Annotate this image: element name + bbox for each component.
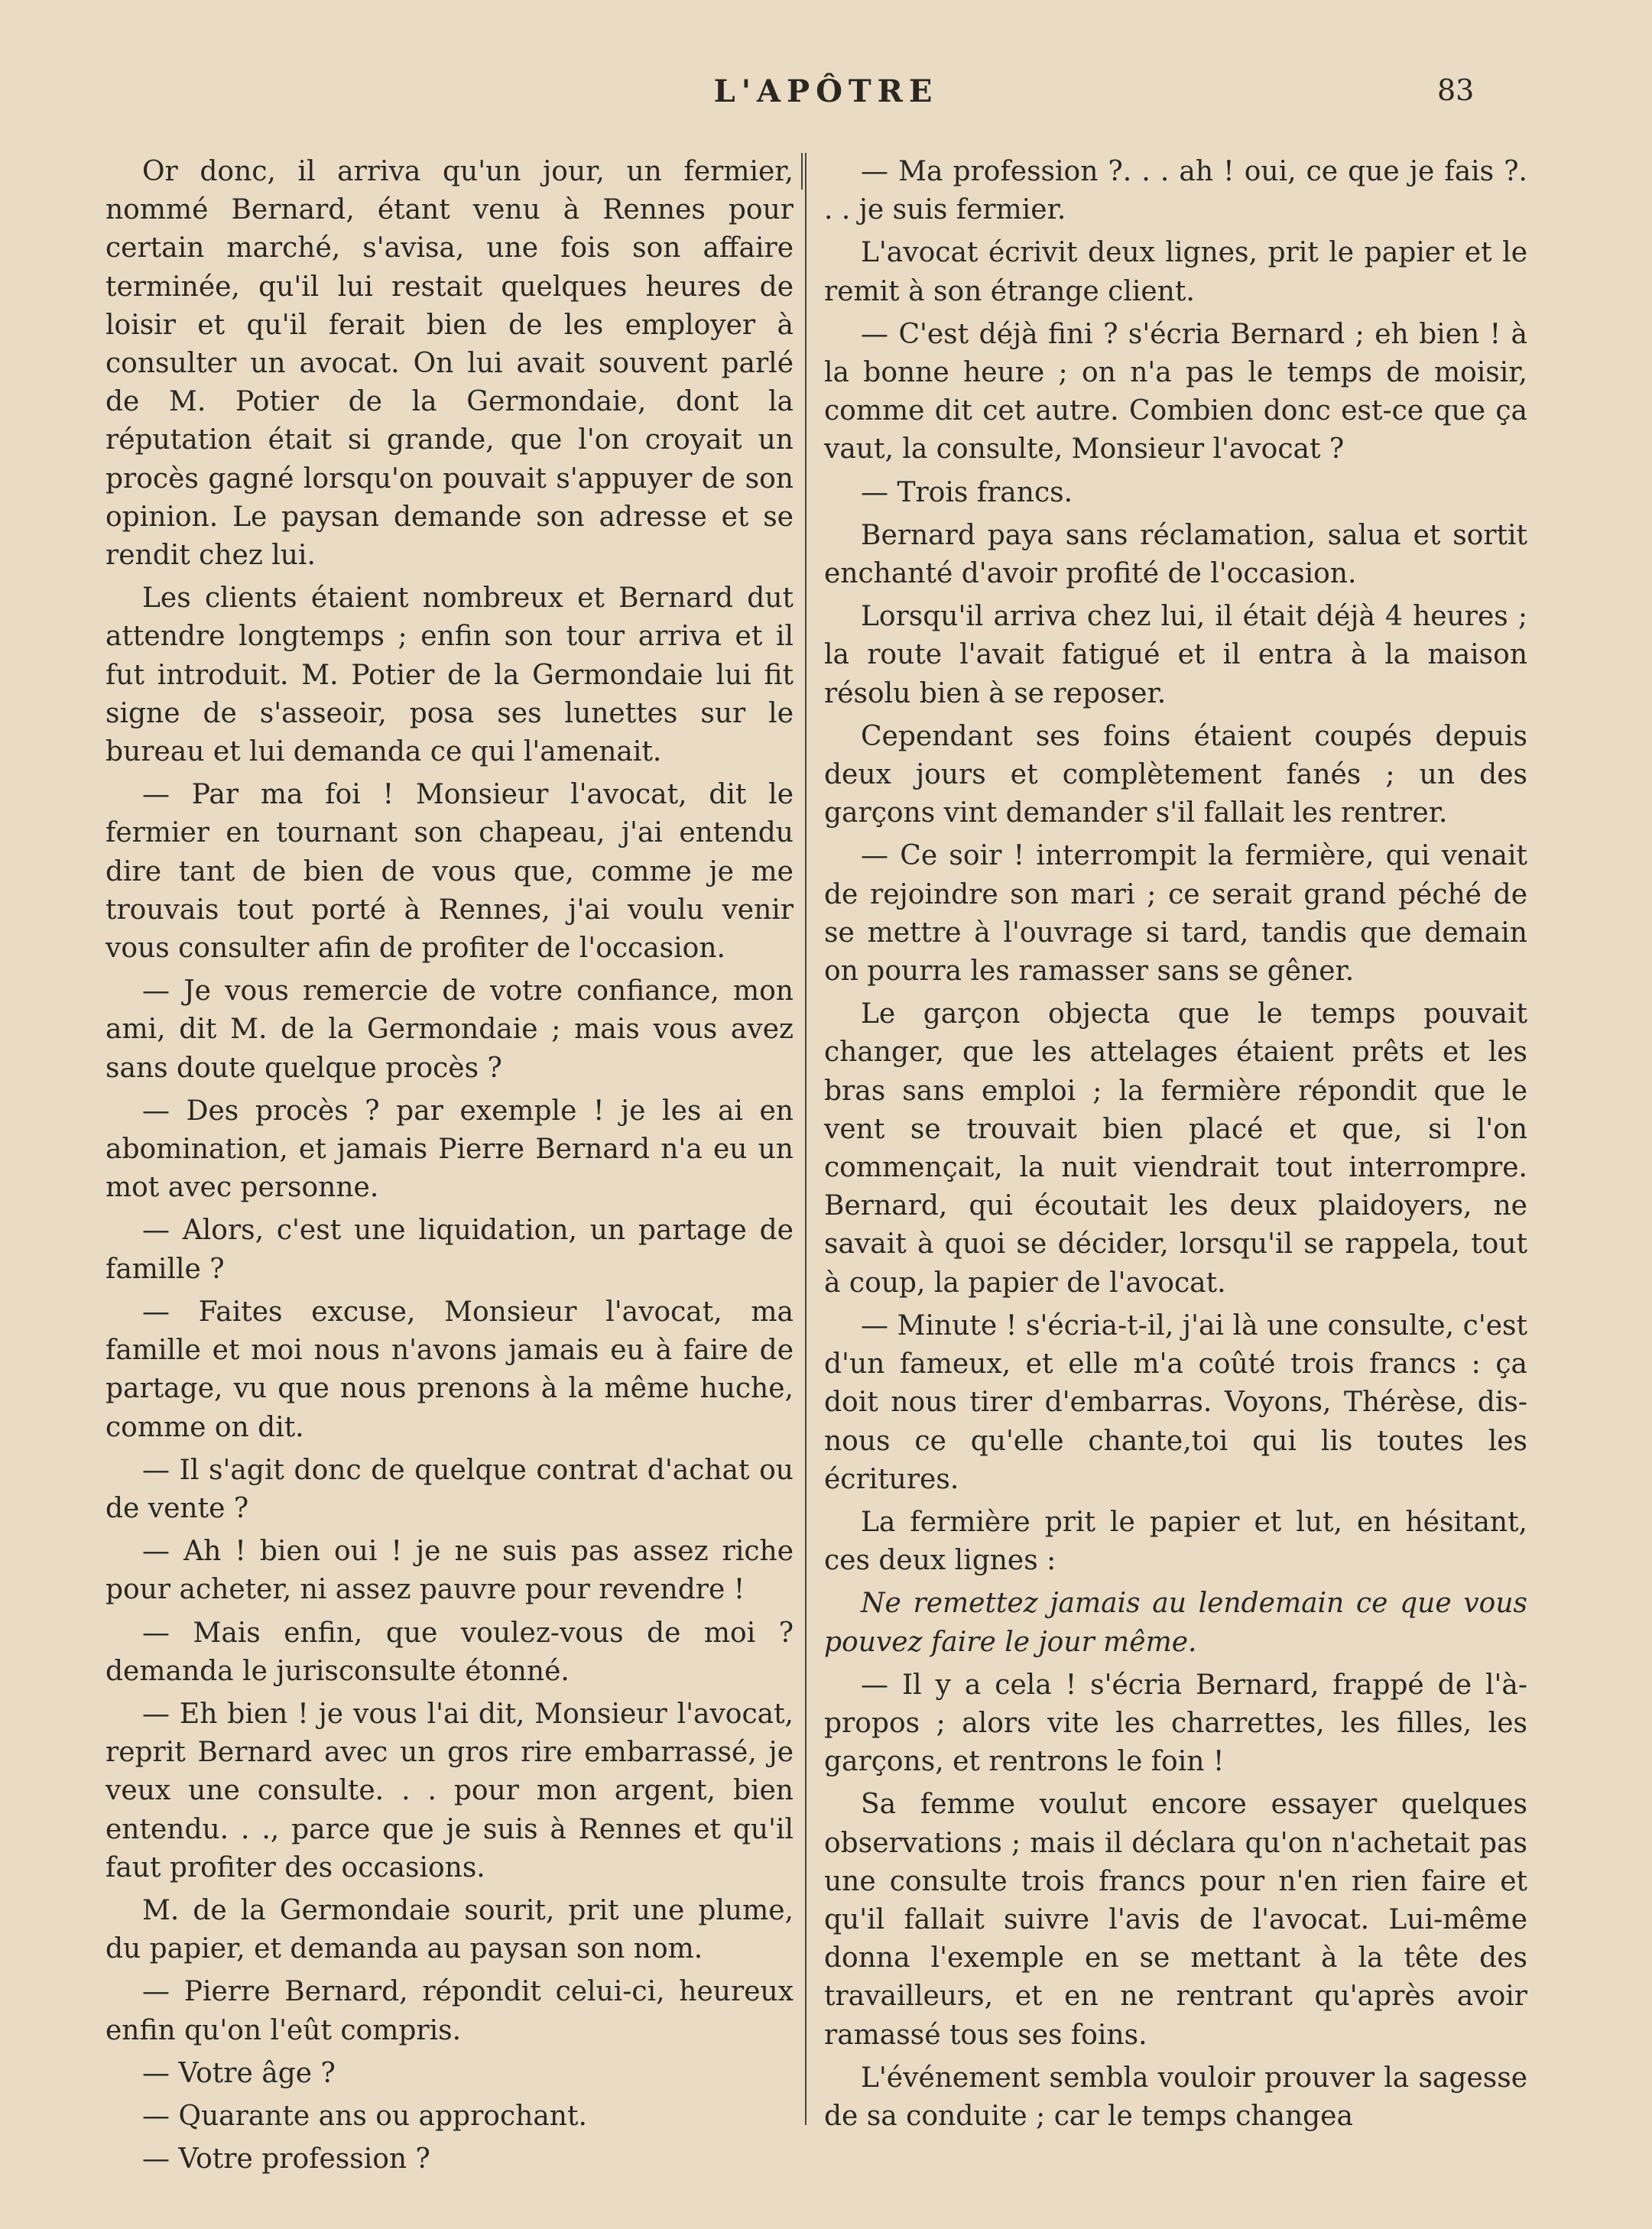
running-title: L'APÔTRE <box>713 73 939 109</box>
paragraph: — Ah ! bien oui ! je ne suis pas assez riche pour acheter, ni assez pauvre pour revendre ! <box>105 1536 794 1606</box>
column-divider-top <box>801 153 803 190</box>
paragraph: Sa femme voulut encore essayer quelques observations ; mais il déclara qu'on n'achetait pas une consulte trois francs pour n'en rien faire et qu'il fallait suivre l'avis de l'avocat. Lui-même donna l'exemple en se mettant à la tête des travailleurs, et en ne rentrant qu'après avoir ramassé tous ses foins. <box>824 1789 1527 2051</box>
paragraph: — Faites excuse, Monsieur l'avocat, ma famille et moi nous n'avons jamais eu à faire de partage, vu que nous prenons à la même huche, comme on dit. <box>105 1296 794 1443</box>
paragraph: — Votre profession ? <box>142 2143 430 2175</box>
paragraph: — Eh bien ! je vous l'ai dit, Monsieur l'avocat, reprit Bernard avec un gros rire embarrassé, je veux une consulte. . . pour mon argent, bien entendu. . ., parce que je suis à Rennes et qu'il faut profiter des occasions. <box>105 1698 794 1883</box>
paragraph: Bernard paya sans réclamation, salua et sortit enchanté d'avoir profité de l'occasion. <box>824 519 1527 590</box>
paragraph: — Par ma foi ! Monsieur l'avocat, dit le fermier en tournant son chapeau, j'ai entendu dire tant de bien de vous que, comme je me trouvais tout porté à Rennes, j'ai voulu venir vous consulter afin de profiter de l'occasion. <box>105 779 794 965</box>
page-number: 83 <box>1437 73 1475 107</box>
paragraph: — Votre âge ? <box>142 2057 336 2089</box>
paragraph: — Je vous remercie de votre confiance, mon ami, dit M. de la Germondaie ; mais vous avez sans doute quelque procès ? <box>105 975 794 1084</box>
paragraph: — Minute ! s'écria-t-il, j'ai là une consulte, c'est d'un fameux, et elle m'a coûté trois francs : ça doit nous tirer d'embarras. Voyons, Thérèse, dis-nous ce qu'elle chante,toi qui lis toutes les écritures. <box>824 1309 1527 1495</box>
paragraph: L'avocat écrivit deux lignes, prit le papier et le remit à son étrange client. <box>824 237 1527 307</box>
paragraph: Or donc, il arriva qu'un jour, un fermier, nommé Bernard, étant venu à Rennes pour certain marché, s'avisa, une fois son affaire terminée, qu'il lui restait quelques heures de loisir et qu'il ferait bien de les employer à consulter un avocat. On lui avait souvent parlé de M. Potier de la Germondaie, dont la réputation était si grande, que l'on croyait un procès gagné lorsqu'on pouvait s'appuyer de son opinion. Le paysan demande son adresse et se rendit chez lui. <box>105 156 794 572</box>
paragraph: — Il s'agit donc de quelque contrat d'achat ou de vente ? <box>105 1454 794 1524</box>
paragraph: Les clients étaient nombreux et Bernard dut attendre longtemps ; enfin son tour arriva et il fut introduit. M. Potier de la Germondaie lui fit signe de s'asseoir, posa ses lunettes sur le bureau et lui demanda ce qui l'amenait. <box>105 582 794 768</box>
paragraph: M. de la Germondaie sourit, prit une plume, du papier, et demanda au paysan son nom. <box>105 1894 794 1965</box>
paragraph: — Quarante ans ou approchant. <box>142 2100 587 2132</box>
paragraph: — Pierre Bernard, répondit celui-ci, heureux enfin qu'on l'eût compris. <box>105 1976 794 2046</box>
paragraph: — Mais enfin, que voulez-vous de moi ? demanda le jurisconsulte étonné. <box>105 1617 794 1687</box>
paragraph: L'événement sembla vouloir prouver la sagesse de sa conduite ; car le temps changea <box>824 2062 1527 2132</box>
paragraph: — Des procès ? par exemple ! je les ai en abomination, et jamais Pierre Bernard n'a eu un mot avec personne. <box>105 1095 794 1204</box>
paragraph: La fermière prit le papier et lut, en hésitant, ces deux lignes : <box>824 1506 1527 1577</box>
paragraph: — Ma profession ?. . . ah ! oui, ce que je fais ?. . . je suis fermier. <box>824 156 1527 226</box>
paragraph: — Ce soir ! interrompit la fermière, qui venait de rejoindre son mari ; ce serait grand péché de se mettre à l'ouvrage si tard, tandis que demain on pourra les ramasser sans se gêner. <box>824 840 1527 988</box>
paragraph: Lorsqu'il arriva chez lui, il était déjà 4 heures ; la route l'avait fatigué et il entra à la maison résolu bien à se reposer. <box>824 601 1527 709</box>
quoted-advice: Ne remettez jamais au lendemain ce que vous pouvez faire le jour même. <box>824 1588 1527 1658</box>
paragraph: — Alors, c'est une liquidation, un partage de famille ? <box>105 1215 794 1285</box>
paragraph: Cependant ses foins étaient coupés depuis deux jours et complètement fanés ; un des garçons vint demander s'il fallait les rentrer. <box>824 720 1527 829</box>
column-divider <box>805 153 807 2125</box>
left-column <box>105 153 794 2183</box>
right-column <box>824 153 1527 2140</box>
paragraph: — Trois francs. <box>861 476 1073 508</box>
paragraph: — C'est déjà fini ? s'écria Bernard ; eh bien ! à la bonne heure ; on n'a pas le temps de moisir, comme dit cet autre. Combien donc est-ce que ça vaut, la consulte, Monsieur l'avocat ? <box>824 318 1527 466</box>
paragraph: — Il y a cela ! s'écria Bernard, frappé de l'à-propos ; alors vite les charrettes, les filles, les garçons, et rentrons le foin ! <box>824 1669 1527 1778</box>
paragraph: Le garçon objecta que le temps pouvait changer, que les attelages étaient prêts et les bras sans emploi ; la fermière répondit que le vent se trouvait bien placé et que, si l'on commençait, la nuit viendrait tout interrompre. Bernard, qui écoutait les deux plaidoyers, ne savait à quoi se décider, lorsqu'il se rappela, tout à coup, la papier de l'avocat. <box>824 998 1527 1299</box>
